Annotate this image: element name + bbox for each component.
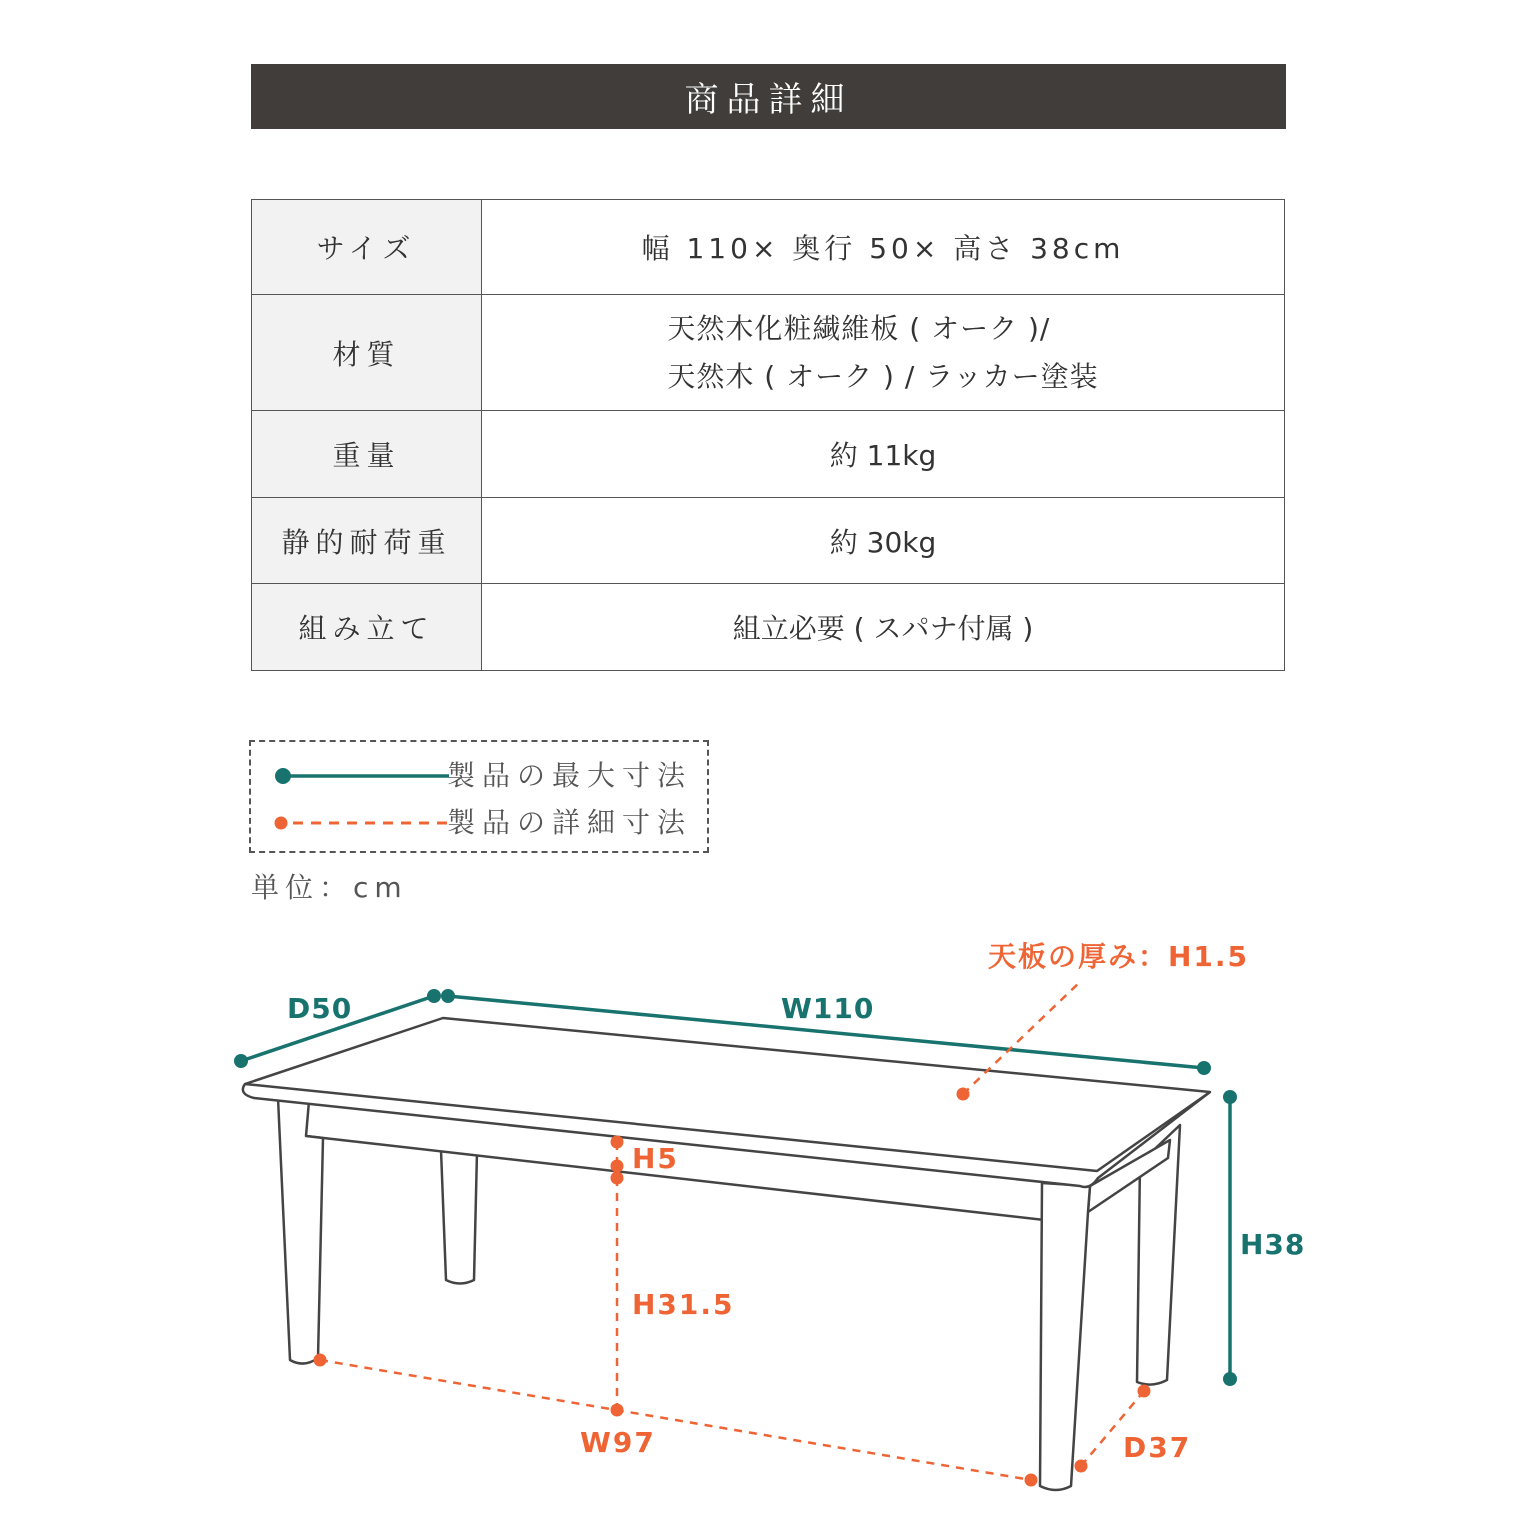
dimension-dot xyxy=(314,1354,327,1367)
legend-label-detail: 製品の詳細寸法 xyxy=(447,806,693,839)
leg-height-label: H31.5 xyxy=(632,1288,735,1321)
material-line-2: 天然木 ( オーク ) / ラッカー塗装 xyxy=(667,359,1099,393)
legend-label-max: 製品の最大寸法 xyxy=(447,759,693,792)
dimension-dot xyxy=(611,1172,624,1185)
top-thickness-label: 天板の厚み：H1.5 xyxy=(988,940,1250,973)
dimension-dot xyxy=(611,1404,624,1417)
front-right-leg xyxy=(1040,1183,1090,1490)
spec-value-assembly: 組立必要 ( スパナ付属 ) xyxy=(482,584,1285,671)
dimension-dot xyxy=(957,1088,970,1101)
back-left-leg xyxy=(441,1150,477,1284)
spec-value-size: 幅 110× 奥行 50× 高さ 38cm xyxy=(482,200,1285,295)
dimension-dot xyxy=(611,1136,624,1149)
apron-height-label: H5 xyxy=(632,1142,679,1175)
spec-label-weight: 重量 xyxy=(252,411,482,498)
spec-value-load: 約 30kg xyxy=(482,498,1285,584)
dimension-dot xyxy=(1223,1372,1237,1386)
depth-label: D50 xyxy=(287,992,353,1025)
spec-label-material: 材質 xyxy=(252,295,482,411)
height-label: H38 xyxy=(1240,1228,1306,1261)
unit-label: 単位：cm xyxy=(251,871,408,904)
leg-depth-label: D37 xyxy=(1123,1431,1192,1464)
page-title: 商品詳細 xyxy=(251,64,1286,129)
dimension-dot xyxy=(427,989,441,1003)
width-label: W110 xyxy=(781,992,875,1025)
spec-value-weight: 約 11kg xyxy=(482,411,1285,498)
dimension-dot xyxy=(611,1160,624,1173)
material-line-1: 天然木化粧繊維板 ( オーク )/ xyxy=(667,311,1051,345)
spec-label-assembly: 組み立て xyxy=(252,584,482,671)
leg-width-dimension-line xyxy=(320,1360,1031,1480)
spec-label-size: サイズ xyxy=(252,200,482,295)
dimension-dot xyxy=(441,989,455,1003)
spec-label-load: 静的耐荷重 xyxy=(252,498,482,584)
dimension-dot xyxy=(1138,1385,1151,1398)
leg-width-label: W97 xyxy=(580,1426,656,1459)
front-left-leg xyxy=(278,1098,323,1364)
dimension-dot xyxy=(1197,1061,1211,1075)
dimension-dot xyxy=(234,1054,248,1068)
dimension-dot xyxy=(1223,1090,1237,1104)
table-illustration xyxy=(243,1018,1210,1490)
dimension-dot xyxy=(1025,1474,1038,1487)
dimension-dot xyxy=(1075,1460,1088,1473)
